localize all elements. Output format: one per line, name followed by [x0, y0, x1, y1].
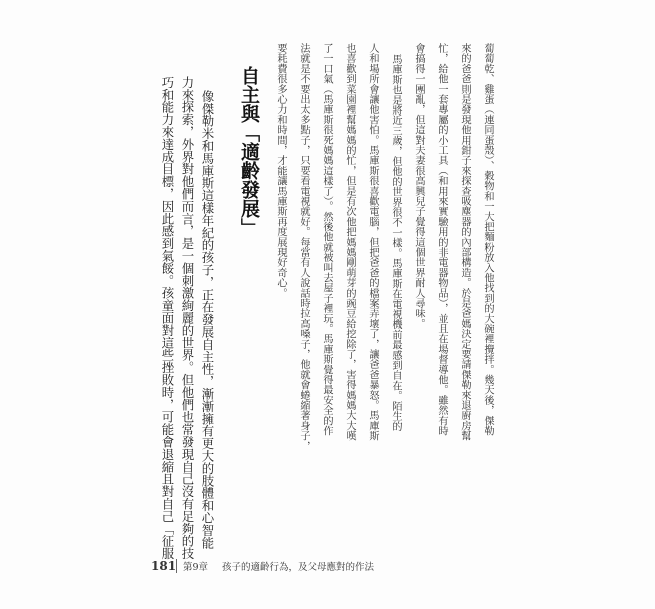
chapter-label: 第9章 — [183, 562, 209, 573]
case-study-column-2: 來的爸爸則是發現他用鉗子來探查吸塵器的內部構造。於是爸媽決定要請傑勒來退廚房幫 — [459, 43, 470, 441]
case-study-column-4: 會搞得一團亂，但這對夫妻很高興兒子覺得這個世界耐人尋味。 — [413, 43, 424, 329]
footer-divider — [176, 559, 177, 573]
body-column-2: 力來探索，外界對他們而言，是一個刺激絢麗的世界。但他們也常發現自己沒有足夠的技 — [180, 76, 195, 560]
section-heading: 自主與「適齡發展」 — [238, 66, 260, 237]
case-study-column-10: 要耗費很多心力和時間，才能讓馬庫斯再度展現好奇心。 — [275, 43, 286, 298]
case-study-column-1: 蔔蔔乾、雞蛋（連同蛋殼）、穀物和一大把麵粉放入他找到的大碗裡攪拌。幾天後，傑勒 — [482, 43, 493, 436]
case-study-column-7: 也喜歡到菜園裡幫媽媽的忙，但是有次他把媽媽剛萌芽的豌豆給挖除了，害得媽媽大大嘆 — [344, 43, 355, 441]
body-column-1: 像傑勒米和馬庫斯這樣年紀的孩子，正在發展自主性，漸漸擁有更大的肢體和心智能 — [200, 90, 215, 549]
chapter-title: 孩子的適齡行為，及父母應對的作法 — [222, 562, 375, 573]
case-study-column-9: 法就是不要出太多點子，只要看電視就好。每當有人說話時拉高嗓子，他就會蜷縮著身子， — [298, 43, 309, 451]
case-study-column-3: 忙，給他一套專屬的小工具（和用來實驗用的非電器物品），並且在場督導他。雖然有時 — [436, 43, 447, 436]
case-study-column-8: 了一口氣（馬庫斯很死媽媽這樣了）。然後他就被叫去屋子裡玩。馬庫斯覺得最安全的作 — [321, 43, 332, 436]
case-study-column-6: 人和場所會讓他害怕。馬庫斯很喜歡電腦，但把爸爸的檔案弄壞了，讓爸爸暴怒。馬庫斯 — [367, 43, 378, 441]
page-number: 181 — [151, 559, 177, 573]
case-study-column-5: 馬庫斯也是將近三歲，但他的世界很不一樣。馬庫斯在電視機前最感到自在。陌生的 — [390, 54, 401, 432]
body-column-3: 巧和能力來達成目標，因此感到氣餒。孩童面對這些挫敗時，可能會退縮且對自己「征服 — [160, 76, 175, 560]
